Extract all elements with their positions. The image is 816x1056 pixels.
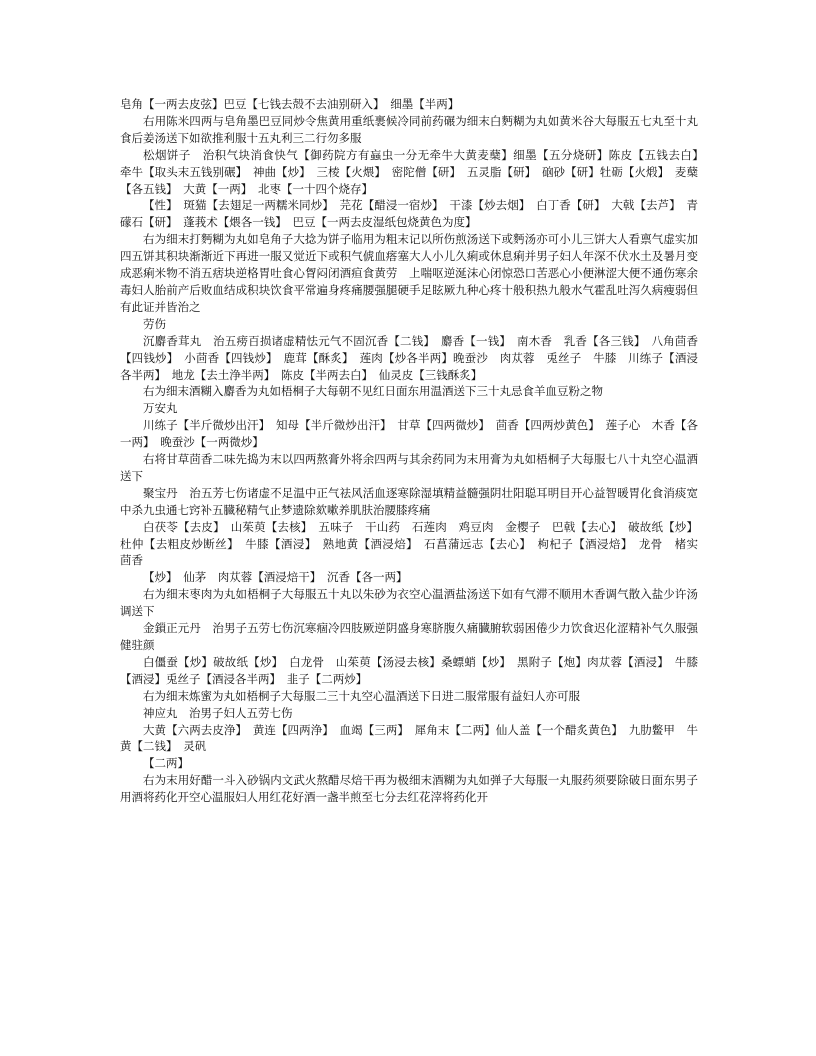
paragraph: 右将甘草茴香二味先捣为末以四两熬膏外将余四两与其余药同为末用膏为丸如梧桐子大每服七八十丸空心温酒送下 [120,452,698,483]
paragraph: 【二两】 [143,756,189,771]
paragraph: 大黄【六两去皮浄】 黄连【四两浄】 血竭【三两】 犀角末【二两】仙人盖【一个醋炙黄色】 九肋鳖甲 牛黄【二钱】 灵矾 [120,722,698,754]
paragraph: 右为末用好醋一斗入砂锅内文武火熬醋尽焙干再为极细末酒糊为丸如弹子大每服一丸服药须要除破日面东男子用酒将药化开空心温服妇人用红花好酒一盏半煎至七分去红花滓将药化开 [120,773,698,805]
paragraph: 右为细末酒糊入麝香为丸如梧桐子大每朝不见红日面东用温酒送下三十丸忌食羊血豆粉之物 [143,384,603,399]
paragraph: 【炒】 仙茅 肉苁蓉【酒浸焙干】 沉香【各一两】 [143,570,408,585]
paragraph: 右为细末枣肉为丸如梧桐子大每服五十丸以朱砂为衣空心温酒盐汤送下如有气滞不顺用木香调气散入盐少许汤调送下 [120,587,698,619]
paragraph: 聚宝丹 治五芳七伤诸虚不足温中正气祛风活血逐寒除湿填精益髓强阴壮阳聪耳明目开心益智暖胃化食消痰宽中杀九虫通七窍补五臓秘精气止梦遗除欬嗽养肌肤治腰膝疼痛 [120,485,698,517]
paragraph: 右为细末打麪糊为丸如皂角子大捻为饼子临用为粗末记以所伤煎汤送下或麪汤亦可小儿三饼大人看禀气虚实加四五饼其积块渐渐近下再进一服又觉近下或积气俿血瘩塞大人小儿久痢或休息痢并男子妇人年深不伏水土及暑月变成恶痢米物不消五痞块逆格胃吐食心胷闷闭酒疸食黄劳 上喘呕逆涎沫心闭惊恐口苦恶心小便淋涩大便不通伤寒余毒妇人胎前产后败血结成积块饮食平常遍身疼痛腰强腿硬手足眩厥九种心疼十般积热九般水气霍乱吐泻久病瘦弱但有此证并皆治之 [120,232,698,314]
paragraph: 皂角【一两去皮弦】巴豆【七钱去殻不去油别研入】 细墨【半两】 [120,97,460,111]
paragraph: 白僵蚕【炒】破故纸【炒】 白龙骨 山茱萸【汤浸去核】桑螵蛸【炒】 黑附子【炮】肉苁蓉【酒浸】 牛膝【酒浸】兎丝子【酒浸各半两】 韭子【二两炒】 [120,654,698,686]
paragraph: 右用陈米四两与皂角墨巴豆同炒令焦黄用重纸裹候冷同前药碾为细末白麪糊为丸如黄米谷大每服五七丸至十丸食后姜汤送下如欲推利服十五丸利三二行勿多服 [120,113,698,145]
document-page [120,96,710,806]
paragraph: 右为细末炼蜜为丸如梧桐子大每服二三十丸空心温酒送下日进二服常服有益妇人亦可服 [143,688,580,703]
paragraph: 劳伤 [143,316,166,331]
paragraph: 川练子【半斤微炒出汗】 知母【半斤微炒出汗】 甘草【四两微炒】 茴香【四两炒黄色】 莲子心 木香【各一两】 晚蚕沙【一两微炒】 [120,418,698,450]
paragraph: 【性】 斑猫【去翅足一两糯米同炒】 芫花【醋浸一宿炒】 干漆【炒去烟】 白丁香【研】 大戟【去芦】 青礞石【研】 蓬莪术【煨各一钱】 巴豆【一两去皮湿纸包烧黄色为度】 [120,198,698,230]
paragraph: 金鎻正元丹 治男子五劳七伤沉寒痼冷四肢厥逆阴盛身寒脐腹久痛臓腑软弱困倦少力饮食迟化涩精补气久服强健驻颜 [120,621,698,652]
paragraph: 沉麝香茸丸 治五痨百损诸虚精怯元气不固沉香【二钱】 麝香【一钱】 南木香 乳香【各三钱】 八角茴香【四钱炒】 小茴香【四钱炒】 鹿茸【酥炙】 莲肉【炒各半两】晚蚕沙 肉苁蓉 兎丝子 牛膝 川练子【酒浸各半两】 地龙【去土浄半两】 陈皮【半两去白】 仙灵皮【三钱酥炙】 [120,333,698,382]
paragraph: 神应丸 治男子妇人五劳七伤 [143,705,293,720]
paragraph: 白茯苓【去皮】 山茱萸【去核】 五味子 干山药 石莲肉 鸡豆肉 金樱子 巴戟【去心】 破故纸【炒】杜仲【去粗皮炒断丝】 牛膝【酒浸】 熟地黄【酒浸焙】 石菖蒲远志【去心】 枸杞子【酒浸焙】 龙骨 楮实 茴香 [120,519,710,568]
paragraph: 万安丸 [143,401,178,416]
paragraph: 松烟饼子 治积气块消食快气【御药院方有蝱虫一分无牵牛大黄麦蘖】细墨【五分烧研】陈皮【五钱去白】 牵牛【取头末五钱别碾】 神曲【炒】 三棱【火煨】 密陀僧【研】 五灵脂【研】 硇砂【研】牡砺【火煅】 麦蘖【各五钱】 大黄【一两】 北枣【一十四个烧存】 [120,147,710,196]
